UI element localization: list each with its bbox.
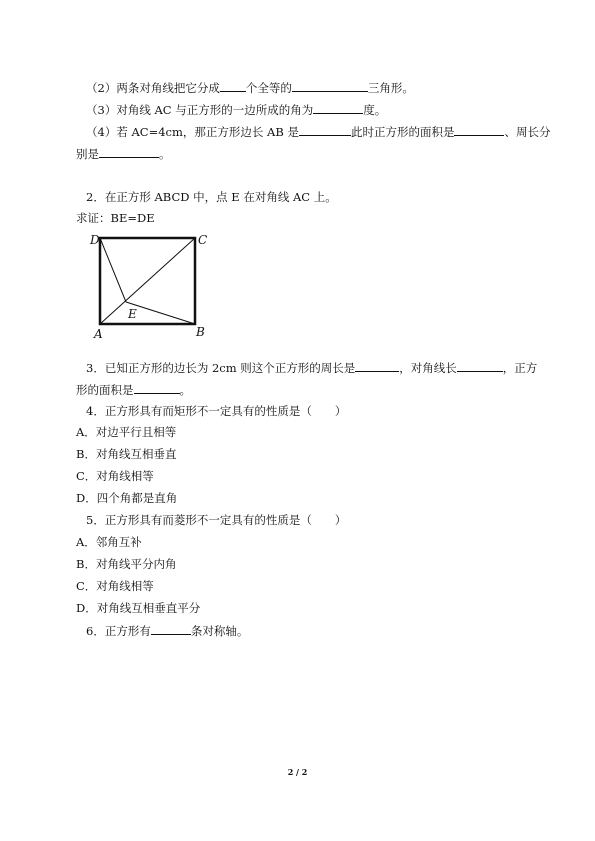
q5-option-b[interactable]: B．对角线平分内角 — [76, 557, 177, 571]
q1-part3: （3）对角线 AC 与正方形的一边所成的角为 度。 — [86, 103, 387, 117]
answer-blank[interactable] — [292, 80, 368, 92]
q5-option-c[interactable]: C．对角线相等 — [76, 579, 154, 593]
answer-blank[interactable] — [355, 360, 399, 372]
q3-line2: 形的面积是 。 — [76, 383, 191, 397]
q4-option-b[interactable]: B．对角线互相垂直 — [76, 447, 177, 461]
point-label-e: E — [128, 307, 137, 321]
answer-blank[interactable] — [99, 146, 159, 158]
point-label-b: B — [196, 325, 205, 339]
answer-blank[interactable] — [454, 124, 504, 136]
q5-option-d[interactable]: D．对角线互相垂直平分 — [76, 601, 201, 615]
square-diagram — [88, 232, 213, 344]
q4-option-a[interactable]: A．对边平行且相等 — [76, 425, 177, 439]
page-number: 2 / 2 — [287, 767, 308, 777]
diagonal-ac — [100, 238, 195, 324]
q1-part4-cont: 别是 。 — [76, 147, 171, 161]
q4-question: 4．正方形具有而矩形不一定具有的性质是（ ） — [86, 404, 347, 418]
q5-option-a[interactable]: A．邻角互补 — [76, 535, 142, 549]
q2-proof-label: 求证：BE=DE — [76, 211, 155, 225]
segment-de — [100, 238, 126, 302]
q6-question: 6．正方形有 条对称轴。 — [86, 624, 249, 638]
point-label-d: D — [90, 233, 100, 247]
answer-blank[interactable] — [313, 102, 363, 114]
q1-part2: （2）两条对角线把它分成 个全等的 三角形。 — [86, 81, 414, 95]
square-figure — [88, 232, 213, 344]
q4-option-d[interactable]: D．四个角都是直角 — [76, 491, 178, 505]
answer-blank[interactable] — [134, 382, 180, 394]
point-label-c: C — [198, 233, 208, 247]
q4-option-c[interactable]: C．对角线相等 — [76, 469, 154, 483]
answer-blank[interactable] — [151, 623, 191, 635]
point-label-a: A — [94, 327, 103, 341]
q1-part4: （4）若 AC=4cm，那正方形边长 AB 是 此时正方形的面积是 、周长分 — [86, 125, 551, 139]
q5-question: 5．正方形具有而菱形不一定具有的性质是（ ） — [86, 513, 347, 527]
q3-line1: 3．已知正方形的边长为 2cm 则这个正方形的周长是 ，对角线长 ，正方 — [86, 361, 538, 375]
answer-blank[interactable] — [299, 124, 351, 136]
q2-question: 2．在正方形 ABCD 中，点 E 在对角线 AC 上。 — [86, 190, 337, 204]
answer-blank[interactable] — [457, 360, 503, 372]
answer-blank[interactable] — [220, 80, 246, 92]
